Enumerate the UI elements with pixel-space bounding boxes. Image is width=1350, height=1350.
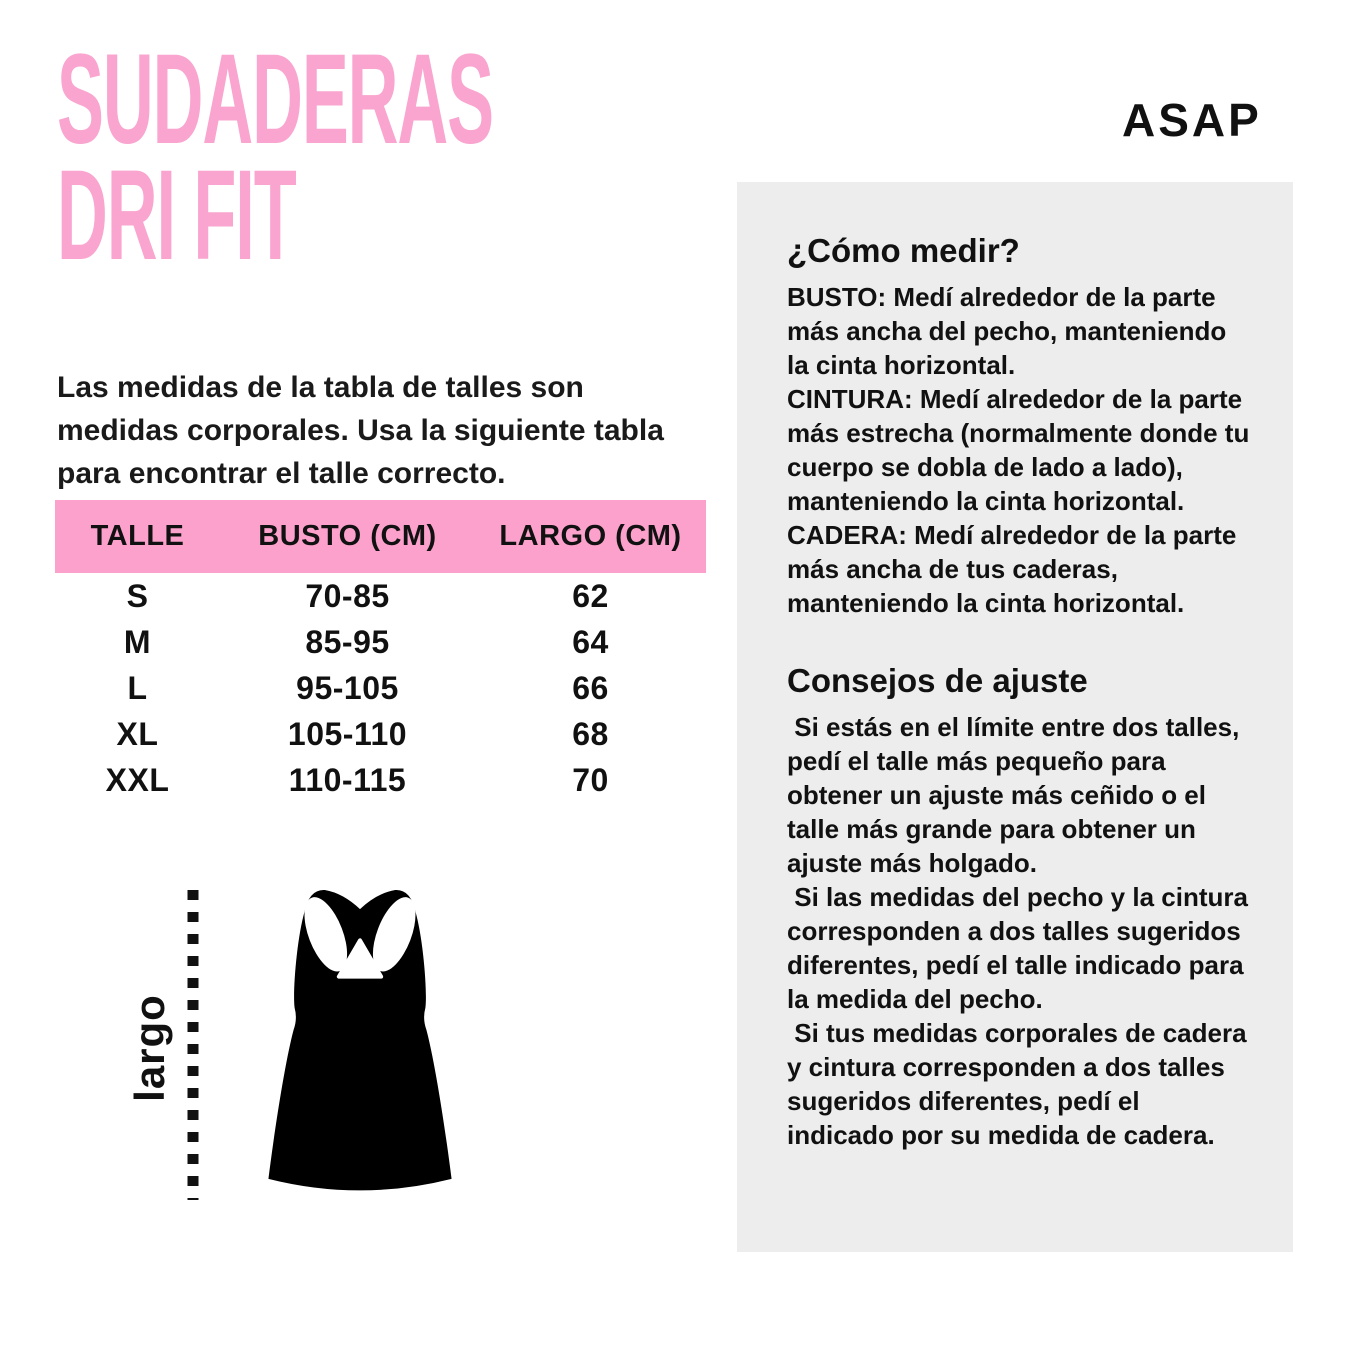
largo-dotted-line	[186, 888, 200, 1200]
measure-instruction: BUSTO: Medí alrededor de la parte más ancha del pecho, manteniendo la cinta horizontal.	[787, 282, 1234, 380]
measure-instruction: CADERA: Medí alrededor de la parte más ancha de tus caderas, manteniendo la cinta horizontal.	[787, 520, 1244, 618]
page-title	[57, 28, 494, 287]
brand-logo: ASAP	[1122, 94, 1262, 146]
table-cell-largo: 68	[572, 715, 609, 752]
fit-tip: Si estás en el límite entre dos talles, pedí el talle más pequeño para obtener un ajuste más ceñido o el talle más grande para obtener un ajuste más holgado.	[787, 712, 1247, 878]
table-cell-busto: 95-105	[296, 669, 399, 706]
instructions-panel	[737, 182, 1293, 1252]
size-table-body	[55, 573, 706, 803]
intro-text: Las medidas de la tabla de talles son medidas corporales. Usa la siguiente tabla para encontrar el talle correcto.	[57, 371, 664, 490]
fit-tip: Si las medidas del pecho y la cintura corresponden a dos talles sugeridos diferentes, pedí el talle indicado para la medida del pecho.	[787, 882, 1256, 1014]
page-title-line2: DRI FIT	[57, 144, 296, 287]
table-row	[55, 711, 706, 757]
table-row	[55, 573, 706, 619]
size-table-header	[55, 500, 706, 573]
table-row	[55, 619, 706, 665]
column-header-largo: LARGO (CM)	[499, 520, 682, 552]
how-to-measure-body	[787, 280, 1257, 620]
how-to-measure-section	[787, 232, 1257, 620]
largo-label: largo	[126, 994, 173, 1102]
size-table	[55, 500, 706, 803]
fit-tip: Si tus medidas corporales de cadera y cintura corresponden a dos talles sugeridos diferentes, pedí el indicado por su medida de cadera.	[787, 1018, 1254, 1150]
table-cell-largo: 70	[572, 761, 609, 798]
column-header-talle: TALLE	[90, 520, 185, 552]
table-cell-busto: 110-115	[288, 761, 407, 798]
tank-body-shape	[268, 890, 451, 1190]
how-to-measure-heading: ¿Cómo medir?	[787, 232, 1020, 269]
table-cell-talle: M	[123, 623, 152, 660]
tank-top-silhouette	[228, 882, 492, 1204]
fit-tips-body	[787, 710, 1256, 1152]
measure-instruction: CINTURA: Medí alrededor de la parte más estrecha (normalmente donde tu cuerpo se dobla de lado a lado), manteniendo la cinta horizontal.	[787, 384, 1257, 516]
table-row	[55, 665, 706, 711]
table-cell-talle: S	[126, 577, 149, 614]
table-cell-largo: 64	[572, 623, 609, 660]
table-cell-busto: 105-110	[287, 715, 408, 752]
table-cell-talle: XXL	[105, 761, 170, 798]
fit-tips-section	[787, 662, 1256, 1152]
table-cell-busto: 70-85	[305, 577, 390, 614]
table-row	[55, 757, 706, 803]
table-cell-largo: 62	[572, 577, 609, 614]
column-header-busto: BUSTO (CM)	[258, 520, 437, 552]
page-title-line1: SUDADERAS	[57, 28, 494, 171]
table-cell-talle: XL	[116, 715, 159, 752]
table-cell-largo: 66	[572, 669, 609, 706]
table-cell-talle: L	[127, 669, 148, 706]
fit-tips-heading: Consejos de ajuste	[787, 662, 1088, 699]
table-cell-busto: 85-95	[305, 623, 390, 660]
